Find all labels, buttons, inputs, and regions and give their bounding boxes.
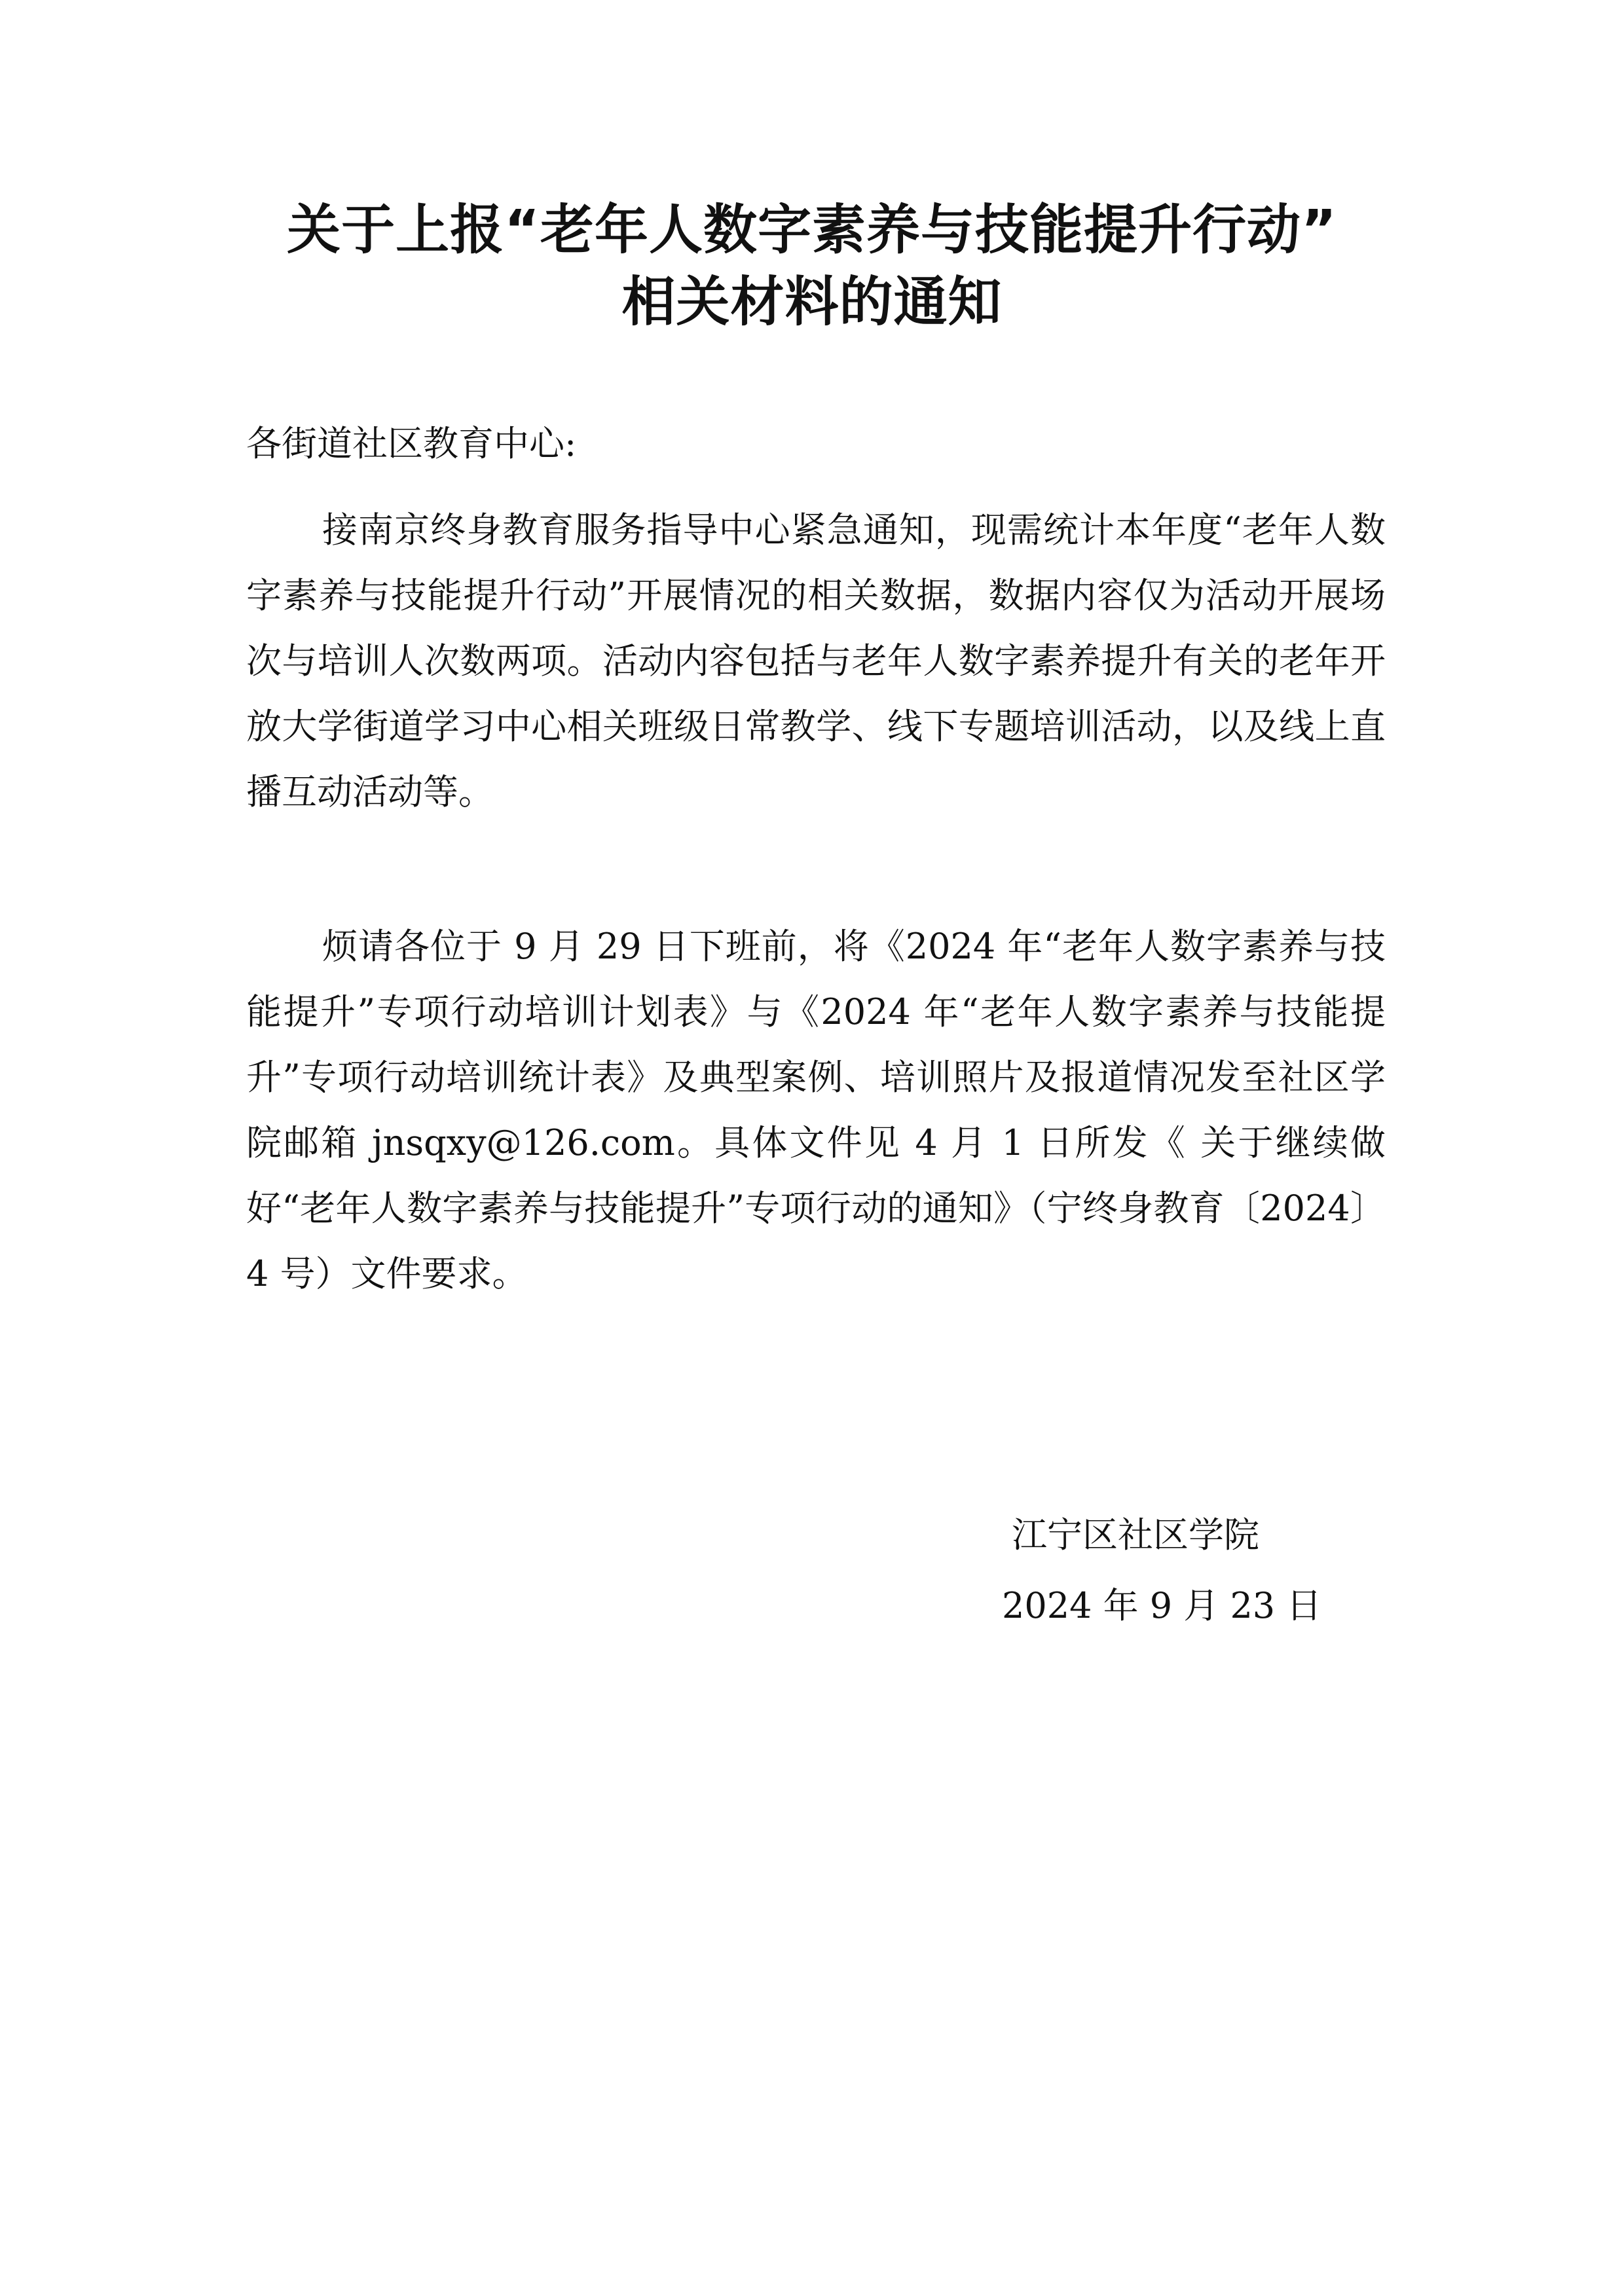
document-title-line-2: 相关材料的通知: [621, 271, 1003, 333]
paragraph-1: 接南京终身教育服务指导中心紧急通知，现需统计本年度“老年人数字素养与技能提升行动”开展情况的相关数据，数据内容仅为活动开展场次与培训人次数两项。活动内容包括与老年人数字素养提升有关的老年开放大学街道学习中心相关班级日常教学、线下专题培训活动，以及线上直播互动活动等。: [246, 509, 1386, 812]
document-title-line-1: 关于上报“老年人数字素养与技能提升行动”: [287, 199, 1337, 261]
signature-organization: 江宁区社区学院: [1012, 1514, 1259, 1556]
signature-date: 2024 年 9 月 23 日: [1002, 1585, 1322, 1626]
salutation: 各街道社区教育中心:: [246, 423, 577, 464]
paragraph-2: 烦请各位于 9 月 29 日下班前，将《2024 年“老年人数字素养与技能提升”专项行动培训计划表》与《2024 年“老年人数字素养与技能提升”专项行动培训统计表》及典型案例、培训照片及报道情况发至社区学院邮箱 jnsqxy@126.com。具体文件见 4 月 1 日所发《 关于继续做好“老年人数字素养与技能提升”专项行动的通知》（宁终身教育〔2024〕4 号）文件要求。: [246, 926, 1386, 1294]
